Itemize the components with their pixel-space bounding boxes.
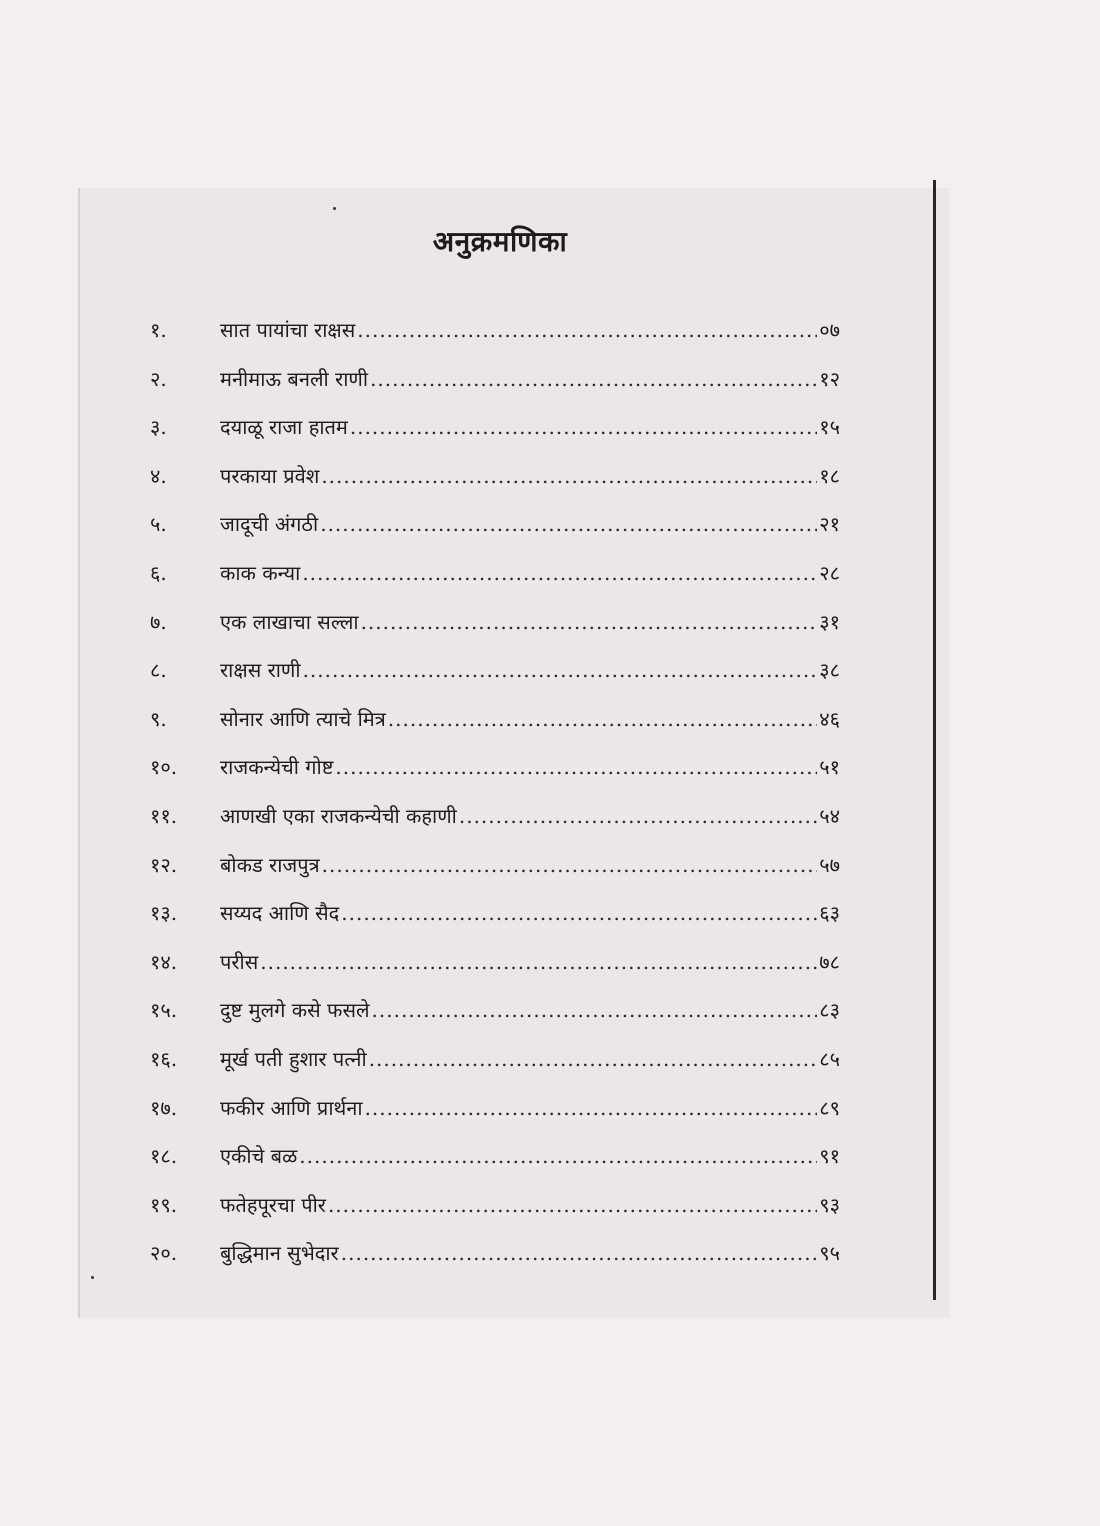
- dot-leader: [303, 646, 818, 694]
- toc-entry-title: काक कन्या: [220, 560, 301, 585]
- toc-entry: [150, 695, 850, 744]
- dot-leader: [365, 1084, 818, 1132]
- toc-entry-title: मूर्ख पती हुशार पत्नी: [220, 1046, 367, 1071]
- dot-leader: [321, 452, 817, 500]
- toc-entry: [150, 1132, 850, 1181]
- margin-rule: [933, 180, 936, 1300]
- dot-leader: [341, 1229, 817, 1277]
- toc-entry-number: १४.: [150, 949, 178, 974]
- toc-entry-number: २.: [150, 366, 167, 391]
- toc-entry-number: ७.: [150, 609, 167, 634]
- toc-entry-number: ३.: [150, 415, 167, 440]
- toc-entry-page: २१: [819, 512, 840, 537]
- toc-entry: [150, 403, 850, 452]
- toc-entry-number: ६.: [150, 560, 167, 585]
- toc-entry-page: ९५: [819, 1241, 840, 1266]
- toc-entry-page: १५: [819, 415, 840, 440]
- toc-entry: [150, 598, 850, 647]
- toc-entry-number: १८.: [150, 1144, 178, 1169]
- toc-entry-title: बुद्धिमान सुभेदार: [220, 1241, 339, 1266]
- toc-entry: [150, 841, 850, 890]
- toc-entry-page: ८५: [819, 1046, 840, 1071]
- toc-heading: अनुक्रमणिका: [432, 225, 568, 258]
- dot-leader: [260, 938, 817, 986]
- dot-leader: [370, 355, 817, 403]
- dot-leader: [328, 1181, 817, 1229]
- toc-entry-number: १.: [150, 318, 167, 342]
- toc-entry-number: ८.: [150, 658, 167, 683]
- toc-entry-page: १८: [819, 463, 840, 488]
- toc-entry-number: १५.: [150, 998, 178, 1023]
- toc-entry-number: १३.: [150, 901, 178, 926]
- dot-leader: [335, 743, 817, 791]
- toc-entry-page: ५१: [819, 755, 840, 780]
- toc-entry-number: १९.: [150, 1192, 178, 1217]
- toc-entry-page: ५७: [819, 852, 840, 877]
- dot-leader: [320, 500, 817, 548]
- toc-entry: [150, 938, 850, 987]
- ink-speck: [91, 1276, 94, 1279]
- toc-entry-number: ११.: [150, 803, 178, 828]
- toc-entry: [150, 355, 850, 404]
- toc-entry-title: परीस: [220, 949, 259, 974]
- toc-entry: [150, 1035, 850, 1084]
- toc-list: [150, 306, 850, 1278]
- toc-entry-title: दुष्ट मुलगे कसे फसले: [220, 998, 370, 1023]
- toc-entry-title: मनीमाऊ बनली राणी: [220, 366, 369, 391]
- toc-entry: [150, 646, 850, 695]
- toc-entry: [150, 306, 850, 355]
- dot-leader: [299, 1132, 817, 1180]
- toc-entry-page: ०७: [819, 318, 840, 342]
- toc-entry-page: ७८: [819, 949, 840, 974]
- toc-entry: [150, 792, 850, 841]
- toc-entry: [150, 889, 850, 938]
- toc-entry-title: सय्यद आणि सैद: [220, 901, 340, 926]
- toc-entry: [150, 452, 850, 501]
- toc-entry-page: १२: [819, 366, 840, 391]
- toc-entry: [150, 986, 850, 1035]
- toc-entry-number: १२.: [150, 852, 178, 877]
- toc-entry-title: फकीर आणि प्रार्थना: [220, 1095, 363, 1120]
- dot-leader: [350, 403, 817, 451]
- ink-speck: [333, 207, 336, 210]
- toc-entry-title: राक्षस राणी: [220, 658, 301, 683]
- dot-leader: [459, 792, 817, 840]
- toc-entry-title: परकाया प्रवेश: [220, 463, 320, 488]
- dot-leader: [388, 695, 817, 743]
- toc-entry-title: जादूची अंगठी: [220, 512, 319, 537]
- toc-entry-number: ५.: [150, 512, 167, 537]
- toc-entry-page: ९१: [819, 1144, 840, 1169]
- toc-entry-number: १०.: [150, 755, 178, 780]
- toc-entry-title: आणखी एका राजकन्येची कहाणी: [220, 803, 457, 828]
- toc-entry: [150, 1084, 850, 1133]
- toc-entry-title: सात पायांचा राक्षस: [220, 318, 356, 342]
- toc-entry: [150, 1181, 850, 1230]
- toc-entry-page: ८९: [819, 1095, 840, 1120]
- toc-entry-page: ६३: [819, 901, 840, 926]
- toc-entry-title: सोनार आणि त्याचे मित्र: [220, 706, 386, 731]
- toc-entry-number: २०.: [150, 1241, 178, 1266]
- toc-entry-page: ५४: [819, 803, 840, 828]
- toc-entry: [150, 500, 850, 549]
- toc-entry: [150, 549, 850, 598]
- toc-entry-title: एकीचे बळ: [220, 1144, 298, 1169]
- toc-entry: [150, 743, 850, 792]
- toc-entry-title: फतेहपूरचा पीर: [220, 1192, 326, 1217]
- dot-leader: [357, 306, 817, 354]
- toc-entry-title: बोकड राजपुत्र: [220, 852, 320, 877]
- toc-entry-number: १७.: [150, 1095, 178, 1120]
- dot-leader: [369, 1035, 817, 1083]
- dot-leader: [322, 841, 818, 889]
- toc-entry-title: राजकन्येची गोष्ट: [220, 755, 334, 780]
- dot-leader: [361, 598, 818, 646]
- toc-entry-number: १६.: [150, 1046, 178, 1071]
- toc-entry-page: ३८: [819, 658, 840, 683]
- dot-leader: [341, 889, 817, 937]
- toc-entry-title: दयाळू राजा हातम: [220, 415, 348, 440]
- toc-entry-number: ९.: [150, 706, 167, 731]
- toc-entry-page: ९३: [819, 1192, 840, 1217]
- toc-entry-page: ८३: [819, 998, 840, 1023]
- toc-entry-number: ४.: [150, 463, 167, 488]
- toc-entry-page: २८: [819, 560, 840, 585]
- toc-entry-page: ४६: [819, 706, 840, 731]
- dot-leader: [372, 986, 818, 1034]
- dot-leader: [302, 549, 817, 597]
- toc-entry-title: एक लाखाचा सल्ला: [220, 609, 359, 634]
- toc-entry-page: ३१: [819, 609, 840, 634]
- toc-entry: [150, 1229, 850, 1278]
